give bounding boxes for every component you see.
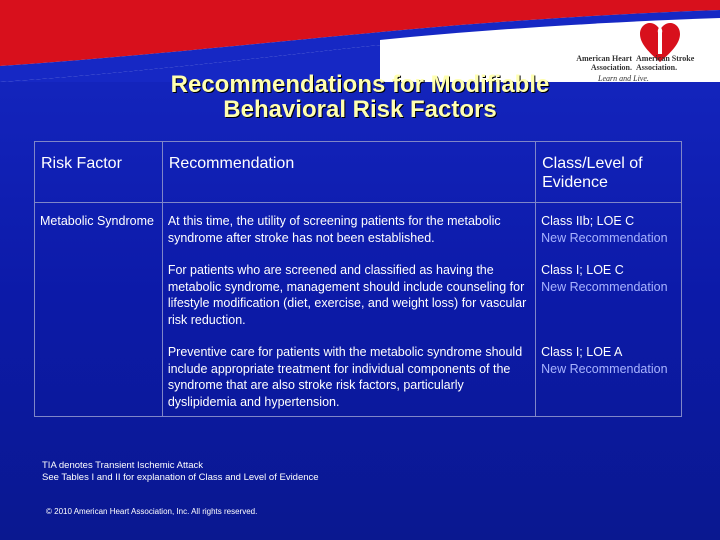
logo-tagline: Learn and Live. xyxy=(598,74,649,83)
header-class-level: Class/Level of Evidence xyxy=(536,142,682,203)
risk-factor-cell: Metabolic Syndrome xyxy=(35,203,163,253)
header-recommendation: Recommendation xyxy=(162,142,535,203)
header-risk-factor: Risk Factor xyxy=(35,142,163,203)
class-cell xyxy=(536,252,682,334)
empty-cell xyxy=(35,252,163,334)
copyright-notice: © 2010 American Heart Association, Inc. All rights reserved. xyxy=(46,507,258,516)
class-level: Class I; LOE C xyxy=(541,263,624,277)
class-cell xyxy=(536,334,682,417)
recommendations-table xyxy=(34,141,682,417)
slide-title-line1: Recommendations for Modifiable xyxy=(170,71,550,98)
logo-aha-line1: American Heart xyxy=(576,54,632,63)
new-recommendation-label: New Recommendation xyxy=(541,361,668,376)
class-cell xyxy=(536,203,682,253)
footnote-tia: TIA denotes Transient Ischemic Attack xyxy=(42,460,204,471)
logo-asa-line1: American Stroke xyxy=(636,54,695,63)
logo-asa-line2: Association. xyxy=(636,63,678,72)
slide-title-line2: Behavioral Risk Factors xyxy=(223,96,497,123)
new-recommendation-label: New Recommendation xyxy=(541,230,668,245)
class-level: Class IIb; LOE C xyxy=(541,214,635,228)
class-level: Class I; LOE A xyxy=(541,345,623,359)
logo-aha-line2: Association. xyxy=(590,63,632,72)
new-recommendation-label: New Recommendation xyxy=(541,279,668,294)
slide-title xyxy=(100,72,620,122)
empty-cell xyxy=(35,334,163,417)
footnotes xyxy=(42,460,319,484)
table-row xyxy=(35,203,682,253)
table-header-row xyxy=(35,142,682,203)
footnote-tables: See Tables I and II for explanation of Class and Level of Evidence xyxy=(42,472,319,483)
recommendation-cell: For patients who are screened and classified as having the metabolic syndrome, management should include counseling for lifestyle modification (diet, exercise, and weight loss) for vascular risk reduction. xyxy=(162,252,535,334)
recommendation-cell: At this time, the utility of screening patients for the metabolic syndrome after stroke has not been established. xyxy=(162,203,535,253)
table-row xyxy=(35,334,682,417)
table-row xyxy=(35,252,682,334)
recommendation-cell: Preventive care for patients with the metabolic syndrome should include appropriate treatment for individual components of the syndrome that are also stroke risk factors, particularly dyslipidemia and hypertension. xyxy=(162,334,535,417)
